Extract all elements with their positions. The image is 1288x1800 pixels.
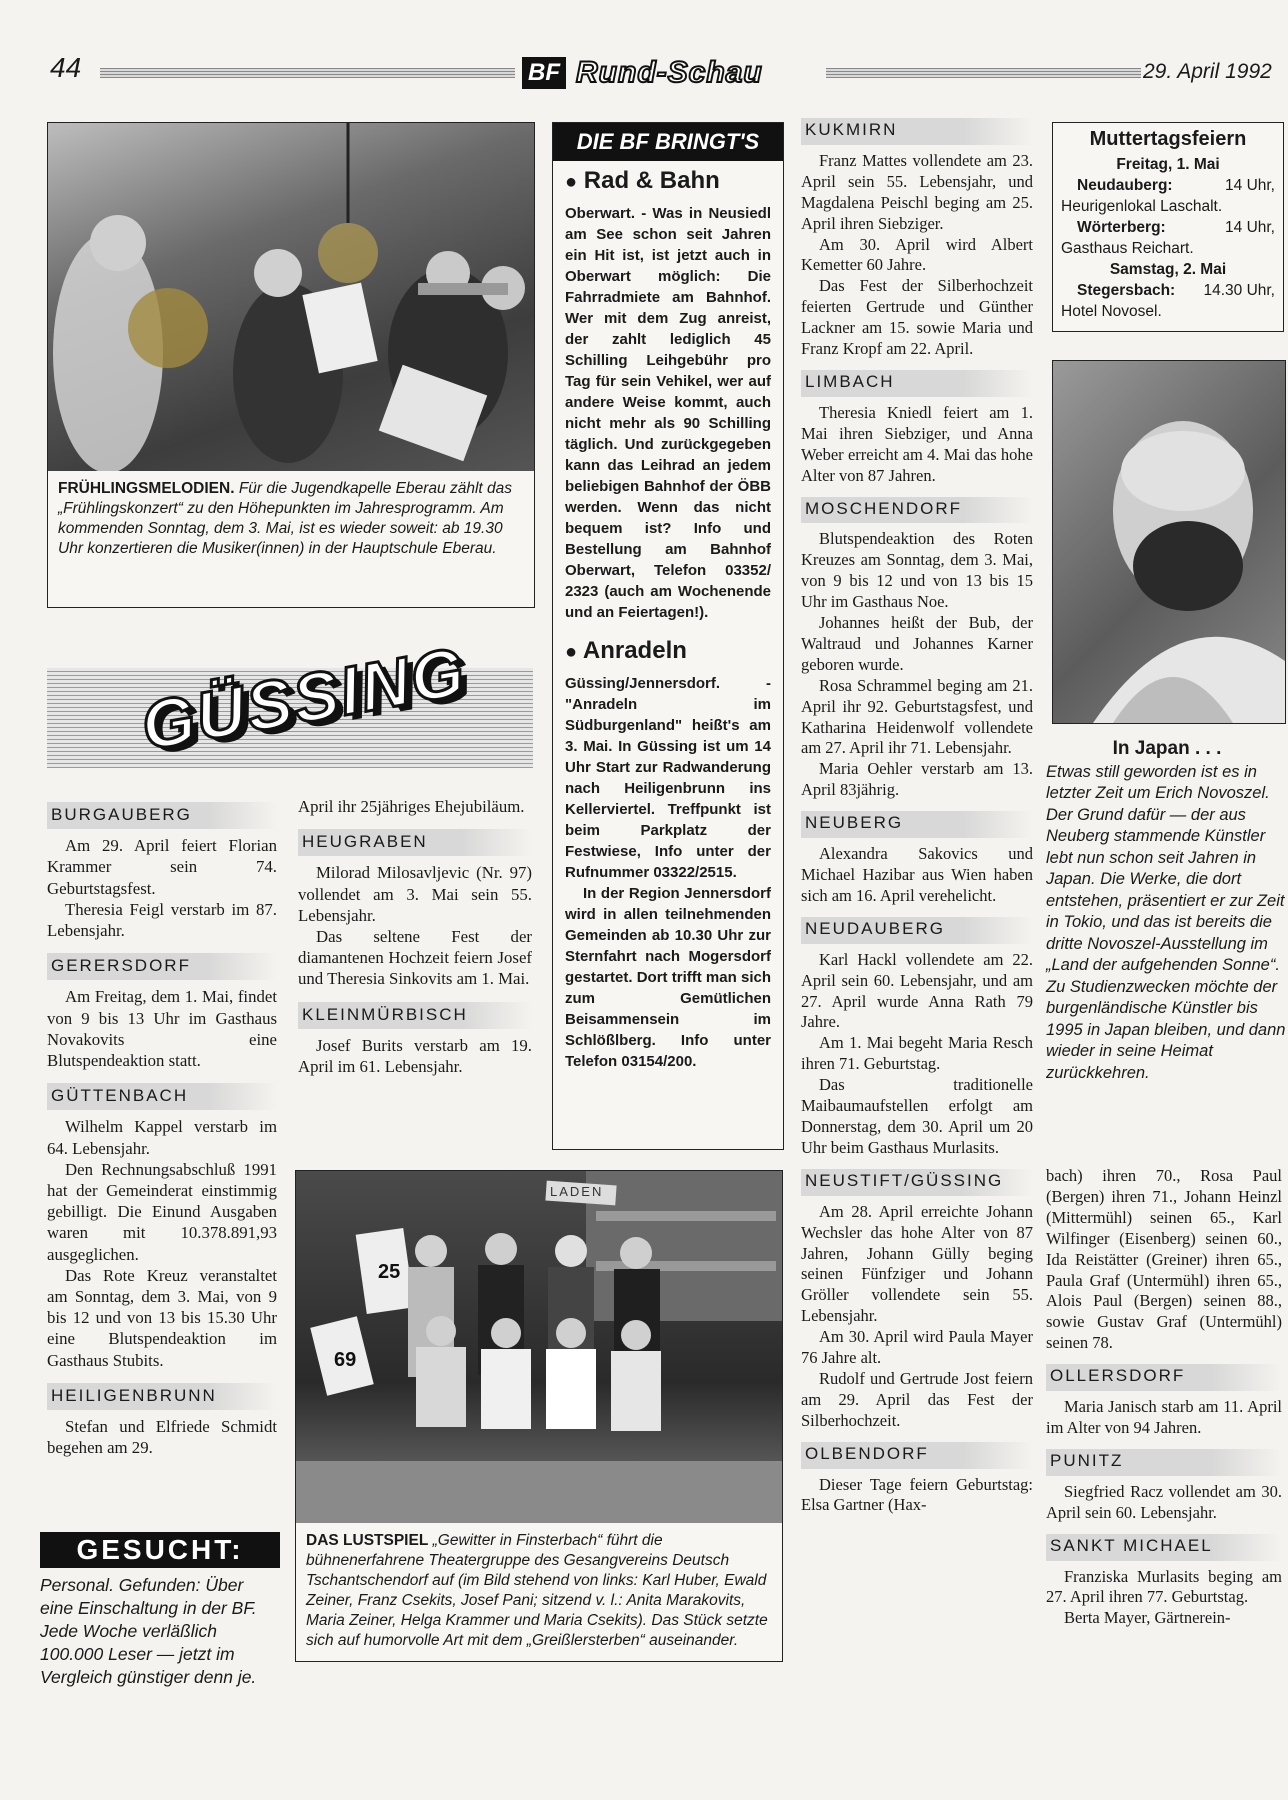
neudauberg-p3: Das traditionelle Maibaumaufstellen erfolgt am Donnerstag, dem 30. April um 20 Uhr beim Gasthaus Murlasits. — [801, 1075, 1033, 1157]
sign-price-69: 69 — [334, 1349, 357, 1371]
e1-place: Neudauberg: — [1077, 177, 1173, 194]
logo-bf: BF — [522, 57, 566, 89]
col2-continued: April ihr 25jähriges Ehejubiläum. — [298, 797, 525, 816]
muttertag-e2 — [1061, 217, 1275, 238]
e3-loc: Hotel Novosel. — [1061, 303, 1162, 320]
japan-block — [1046, 738, 1288, 1084]
col5-continued: bach) ihren 70., Rosa Paul (Bergen) ihren 71., Johann Heinzl (Mittermühl) seinen 65., Karl Wilfinger (Eisenberg) seinen 60., Ida Reistätter (Greiner) ihren 65., Paula Graf (Untermühl) ihren 65., Alois Paul (Bergen) seinen 88., sowie Gustav Graf (Untermühl) seinen 78. — [1046, 1166, 1282, 1353]
header-rule-right — [826, 68, 1141, 78]
band-photo-caption — [48, 471, 534, 559]
neustift-p1: Am 28. April erreichte Johann Wechsler das hohe Alter von 87 Jahren, Johann Güllу beging seinen Fünfziger und Johann Gröller vollendete sein 55. Lebensjahr. — [801, 1201, 1033, 1326]
issue-date: 29. April 1992 — [1143, 60, 1272, 83]
guettenbach-p3: Das Rote Kreuz veranstaltet am Sonntag, dem 3. Mai, von 9 bis 12 und von 13 bis 15.30 Uhr eine Blutspendeaktion im Gasthaus Stubits. — [47, 1265, 277, 1370]
muttertag-day2: Samstag, 2. Mai — [1109, 261, 1227, 278]
muttertag-e1 — [1061, 175, 1275, 196]
bf-bringts-box — [552, 122, 784, 1150]
neustift-p2: Am 30. April wird Paula Mayer 76 Jahre alt. — [801, 1327, 1033, 1368]
band-caption-text: Für die Jugendkapelle Eberau zählt das „Frühlingskonzert“ zu den Höhepunkten im Jahresprogramm. Am kommenden Sonntag, dem 3. Mai, ist es wieder soweit: ab 19.30 Uhr konzertieren die Musiker(innen) in der Hauptschule Eberau. — [58, 480, 512, 557]
muttertag-e3 — [1061, 280, 1275, 301]
kukmirn-p3: Das Fest der Silberhochzeit feierten Gertrude und Günther Lackner am 15. sowie Maria und Franz Kropf am 22. April. — [801, 276, 1033, 359]
japan-title: In Japan . . . — [1112, 738, 1222, 759]
e3-place: Stegersbach: — [1077, 282, 1176, 299]
column-2 — [298, 796, 532, 1077]
sub-anradeln-label: Anradeln — [582, 637, 687, 664]
guettenbach-p1: Wilhelm Kappel verstarb im 64. Lebensjahr. — [47, 1117, 277, 1158]
japan-text: Etwas still geworden ist es in letzter Zeit um Erich Novoszel. Der Grund dafür — der aus Neuberg stammende Künstler lebt nun schon seit Jahren in Japan. Die Werke, die dort entstehen, präsentiert er zur Zeit in Tokio, und das ist bereits die dritte Novoszel-Ausstellung im „Land der aufgehenden Sonne“. Zu Studienzwecken möchte der burgenländische Künstler bis 1995 in Japan bleiben, und dann wieder in seine Heimat zurückkehren. — [1046, 762, 1286, 1082]
band-caption-head: FRÜHLINGSMELODIEN. — [58, 480, 235, 497]
rad-bahn-text: Oberwart. - Was in Neusiedl am See schon seit Jahren ein Hit ist, ist jetzt auch in Oberwart möglich: Die Fahrradmiete am Bahnhof. Wer mit dem Zug anreist, der zahlt lediglich 45 Schilling Leihgebühr pro Tag für sein Vehikel, wer auf andere Weise kommt, auch nicht mehr als 90 Schilling täglich. Und zurückgegeben kann das Leihrad an jedem beliebigen Bahnhof der ÖBB werden. Wenn das nicht bequem ist? Info und Bestellung am Bahnhof Oberwart, Telefon 03352/ 2323 (auch am Wochenende und an Feiertagen!). — [565, 205, 771, 621]
neuberg-p1: Alexandra Sakovics und Michael Hazibar aus Wien haben sich am 16. April verehelicht. — [801, 844, 1033, 905]
column-4 — [801, 118, 1033, 1516]
olbendorf-p1: Dieser Tage feiern Geburtstag: Elsa Gartner (Hax- — [801, 1474, 1033, 1515]
e2-loc: Gasthaus Reichart. — [1061, 240, 1194, 257]
sub-rad-bahn-label: Rad & Bahn — [583, 167, 720, 194]
head-gerersdorf: GERERSDORF — [47, 953, 277, 980]
head-heugraben: HEUGRABEN — [298, 829, 532, 856]
column-1 — [47, 796, 277, 1458]
limbach-p1: Theresia Kniedl feiert am 1. Mai ihren Siebziger, und Anna Weber erreicht am 4. Mai das hohe Alter von 87 Jahren. — [801, 402, 1033, 485]
head-guettenbach: GÜTTENBACH — [47, 1083, 277, 1110]
head-neustift: NEUSTIFT/GÜSSING — [801, 1169, 1033, 1196]
sankt-michael-p2: Berta Mayer, Gärtnerein- — [1064, 1608, 1231, 1628]
head-heiligenbrunn: HEILIGENBRUNN — [47, 1383, 277, 1410]
column-5 — [1046, 1166, 1282, 1629]
sub-rad-bahn: ● Rad & Bahn — [565, 167, 720, 194]
heugraben-p2: Das seltene Fest der diamantenen Hochzeit feiern Josef und Theresia Sinkovits am 1. Mai. — [298, 927, 532, 989]
e1-loc: Heurigenlokal Laschalt. — [1061, 198, 1223, 215]
kleinmuerbisch-p1: Josef Burits verstarb am 19. April im 61. Lebensjahr. — [298, 1035, 532, 1077]
moschendorf-p3: Rosa Schrammel beging am 21. April ihr 92. Geburtstagsfest, und Katharina Heidenwolf vollendete am 27. April ihr 71. Lebensjahr. — [801, 675, 1033, 758]
theatre-photo-box — [295, 1170, 783, 1662]
masthead-logo — [522, 56, 822, 96]
head-neudauberg: NEUDAUBERG — [801, 917, 1033, 944]
logo-title: Rund-Schau — [576, 56, 763, 89]
heiligenbrunn-p1: Stefan und Elfriede Schmidt begehen am 29. — [47, 1417, 277, 1458]
header-rule-left — [100, 68, 515, 78]
gesucht-title: GESUCHT: — [40, 1532, 280, 1568]
portrait-illustration — [1053, 361, 1285, 723]
anradeln-text-a: Güssing/Jennersdorf. - "Anradeln im Südburgenland" heißt's am 3. Mai. In Güssing ist um 14 Uhr Start zur Radwanderung nach Heiligenbrunn ins Kellerviertel. Treffpunkt ist beim Parkplatz der Festwiese, Info unter der Rufnummer 03322/2515. — [565, 675, 771, 881]
head-burgauberg: BURGAUBERG — [47, 802, 277, 829]
sign-laden: LADEN — [550, 1184, 604, 1199]
moschendorf-p1: Blutspendeaktion des Roten Kreuzes am Sonntag, dem 3. Mai, von 9 bis 12 und von 13 bis 15 Uhr im Gasthaus Noe. — [801, 529, 1033, 612]
head-neuberg: NEUBERG — [801, 811, 1033, 838]
band-photo-box — [47, 122, 535, 608]
band-photo — [48, 123, 534, 471]
head-limbach: LIMBACH — [801, 370, 1033, 397]
gerersdorf-p1: Am Freitag, dem 1. Mai, findet von 9 bis 13 Uhr im Gasthaus Novakovits eine Blutspendeaktion statt. — [47, 987, 277, 1071]
sub-anradeln: ● Anradeln — [565, 637, 687, 664]
head-moschendorf: MOSCHENDORF — [801, 497, 1033, 524]
theatre-photo — [296, 1171, 782, 1523]
sankt-michael-p1: Franziska Murlasits beging am 27. April ihren 77. Geburtstag. — [1046, 1566, 1282, 1607]
moschendorf-p2: Johannes heißt der Bub, der Waltraud und Johannes Karner geboren wurde. — [801, 613, 1033, 674]
head-sankt-michael: SANKT MICHAEL — [1046, 1534, 1282, 1561]
head-kukmirn: KUKMIRN — [801, 118, 1033, 145]
e1-time: 14 Uhr, — [1225, 177, 1275, 194]
anradeln-text-b: In der Region Jennersdorf wird in allen teilnehmenden Gemeinden ab 10.30 Uhr zur Sternfahrt nach Mogersdorf gestartet. Dort trifft man sich zum Gemütlichen Beisammensein im Schlößlberg. Info unter Telefon 03154/200. — [565, 885, 771, 1070]
moschendorf-p4: Maria Oehler verstarb am 13. April 83jährig. — [801, 759, 1033, 800]
ollersdorf-p1: Maria Janisch starb am 11. April im Alter von 94 Jahren. — [1046, 1397, 1282, 1437]
head-kleinmuerbisch: KLEINMÜRBISCH — [298, 1002, 532, 1029]
gesucht-ad — [40, 1532, 280, 1689]
neustift-p3: Rudolf und Gertrude Jost feiern am 29. April das Fest der Silberhochzeit. — [801, 1368, 1033, 1430]
band-photo-illustration — [48, 123, 534, 471]
punitz-p1: Siegfried Racz vollendet am 30. April sein 60. Lebensjahr. — [1046, 1481, 1282, 1522]
head-ollersdorf: OLLERSDORF — [1046, 1364, 1282, 1391]
head-punitz: PUNITZ — [1046, 1449, 1282, 1476]
guettenbach-p2: Den Rechnungsabschluß 1991 hat der Gemeinderat einstimmig gebilligt. Die Einund Ausgaben waren mit 10.378.891,93 ausgeglichen. — [47, 1159, 277, 1264]
neudauberg-p1: Karl Hackl vollendete am 22. April sein 60. Lebensjahr, und am 27. April wurde Anna Rath 79 Jahre. — [801, 949, 1033, 1032]
page-number: 44 — [50, 52, 82, 83]
theatre-caption-text: „Gewitter in Finsterbach“ führt die bühnenerfahrene Theatergruppe des Gesangvereins Deutsch Tschantschendorf auf (im Bild stehend von links: Karl Huber, Ewald Zeiner, Franz Csekits, Josef Pani; sitzend v. l.: Anita Marakovits, Maria Zeiner, Helga Krammer und Maria Csekits). Das Stück setzte sich auf humorvolle Art mit dem „Greißlersterben“ auseinander. — [306, 1532, 768, 1649]
burgauberg-p2: Theresia Feigl verstarb im 87. Lebensjahr. — [47, 899, 277, 941]
guessing-title: GÜSSING — [135, 633, 472, 765]
sign-price-25: 25 — [378, 1261, 401, 1283]
portrait-photo — [1052, 360, 1286, 724]
burgauberg-p1: Am 29. April feiert Florian Krammer sein 74. Geburtstagsfest. — [47, 836, 277, 898]
muttertag-day1: Freitag, 1. Mai — [1116, 156, 1220, 173]
kukmirn-p1: Franz Mattes vollendete am 23. April sein 55. Lebensjahr, und Magdalena Peischl beging am 25. April ihren Siebziger. — [801, 150, 1033, 233]
e3-time: 14.30 Uhr, — [1203, 282, 1275, 299]
gesucht-text: Personal. Gefunden: Über eine Einschaltung in der BF. Jede Woche verläßlich 100.000 Leser — jetzt im Vergleich günstiger denn je. — [40, 1575, 257, 1687]
neudauberg-p2: Am 1. Mai begeht Maria Resch ihren 71. Geburtstag. — [801, 1033, 1033, 1074]
theatre-photo-caption — [296, 1523, 782, 1651]
e2-place: Wörterberg: — [1077, 219, 1166, 236]
theatre-caption-head: DAS LUSTSPIEL — [306, 1532, 429, 1549]
heugraben-p1: Milorad Milosavljevic (Nr. 97) vollendet am 3. Mai sein 55. Lebensjahr. — [298, 863, 532, 925]
muttertag-box — [1052, 122, 1284, 332]
head-olbendorf: OLBENDORF — [801, 1442, 1033, 1469]
muttertag-title: Muttertagsfeiern — [1089, 128, 1247, 150]
e2-time: 14 Uhr, — [1225, 219, 1275, 236]
bf-bringts-title: DIE BF BRINGT'S — [553, 123, 783, 161]
kukmirn-p2: Am 30. April wird Albert Kemetter 60 Jahre. — [801, 234, 1033, 275]
theatre-photo-illustration — [296, 1171, 782, 1523]
